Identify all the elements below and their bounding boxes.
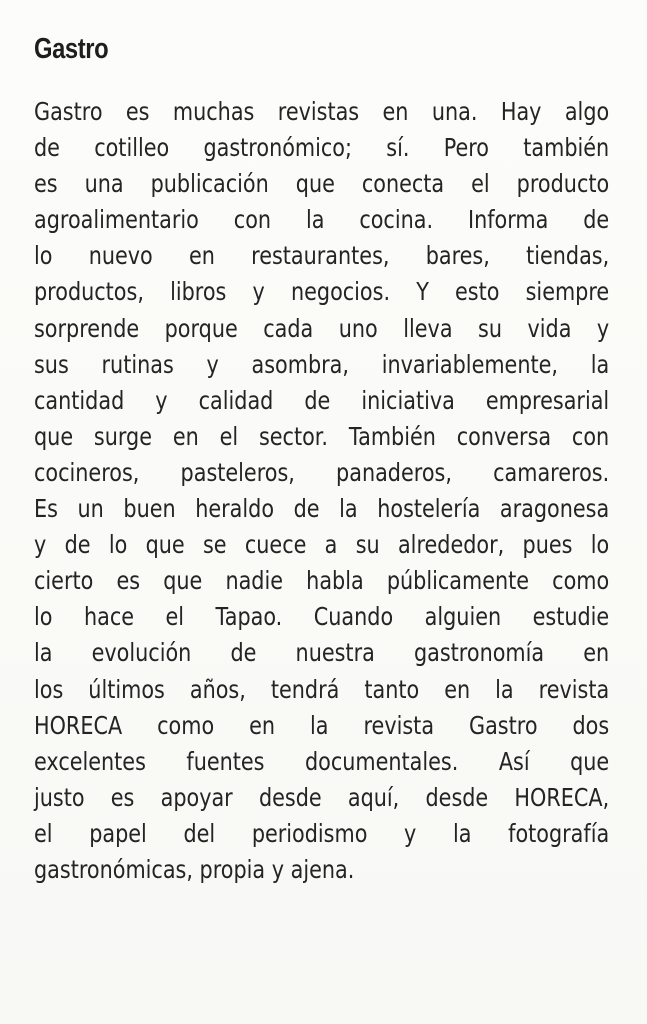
body-line-5: lo nuevo en restaurantes, bares, tiendas, xyxy=(34,241,610,271)
body-line-6: productos, libros y negocios. Y esto siempre xyxy=(34,277,610,307)
body-line-12: Es un buen heraldo de la hostelería aragonesa xyxy=(34,494,610,524)
body-line-15: lo hace el Tapao. Cuando alguien estudie xyxy=(34,602,610,632)
body-line-22: gastronómicas, propia y ajena. xyxy=(34,854,355,884)
body-line-21: el papel del periodismo y la fotografía xyxy=(34,818,610,848)
body-line-13: y de lo que se cuece a su alrededor, pues lo xyxy=(34,530,610,560)
body-line-17: los últimos años, tendrá tanto en la revista xyxy=(34,674,610,704)
body-line-2: de cotilleo gastronómico; sí. Pero también xyxy=(34,133,610,163)
body-line-20: justo es apoyar desde aquí, desde HORECA, xyxy=(34,782,610,812)
body-line-18: HORECA como en la revista Gastro dos xyxy=(34,710,610,740)
body-line-9: cantidad y calidad de iniciativa empresarial xyxy=(34,385,610,415)
article-body xyxy=(34,94,609,888)
body-line-19: excelentes fuentes documentales. Así que xyxy=(34,746,610,776)
body-line-1: Gastro es muchas revistas en una. Hay algo xyxy=(34,97,610,126)
body-line-10: que surge en el sector. También conversa con xyxy=(34,421,610,451)
body-line-11: cocineros, pasteleros, panaderos, camareros. xyxy=(34,457,610,487)
body-line-3: es una publicación que conecta el producto xyxy=(34,169,610,199)
body-line-14: cierto es que nadie habla públicamente como xyxy=(34,566,610,596)
body-line-16: la evolución de nuestra gastronomía en xyxy=(34,638,610,668)
body-line-7: sorprende porque cada uno lleva su vida y xyxy=(34,313,610,343)
body-line-8: sus rutinas y asombra, invariablemente, la xyxy=(34,349,610,379)
article-title: Gastro xyxy=(34,33,109,65)
body-line-4: agroalimentario con la cocina. Informa de xyxy=(34,205,610,235)
